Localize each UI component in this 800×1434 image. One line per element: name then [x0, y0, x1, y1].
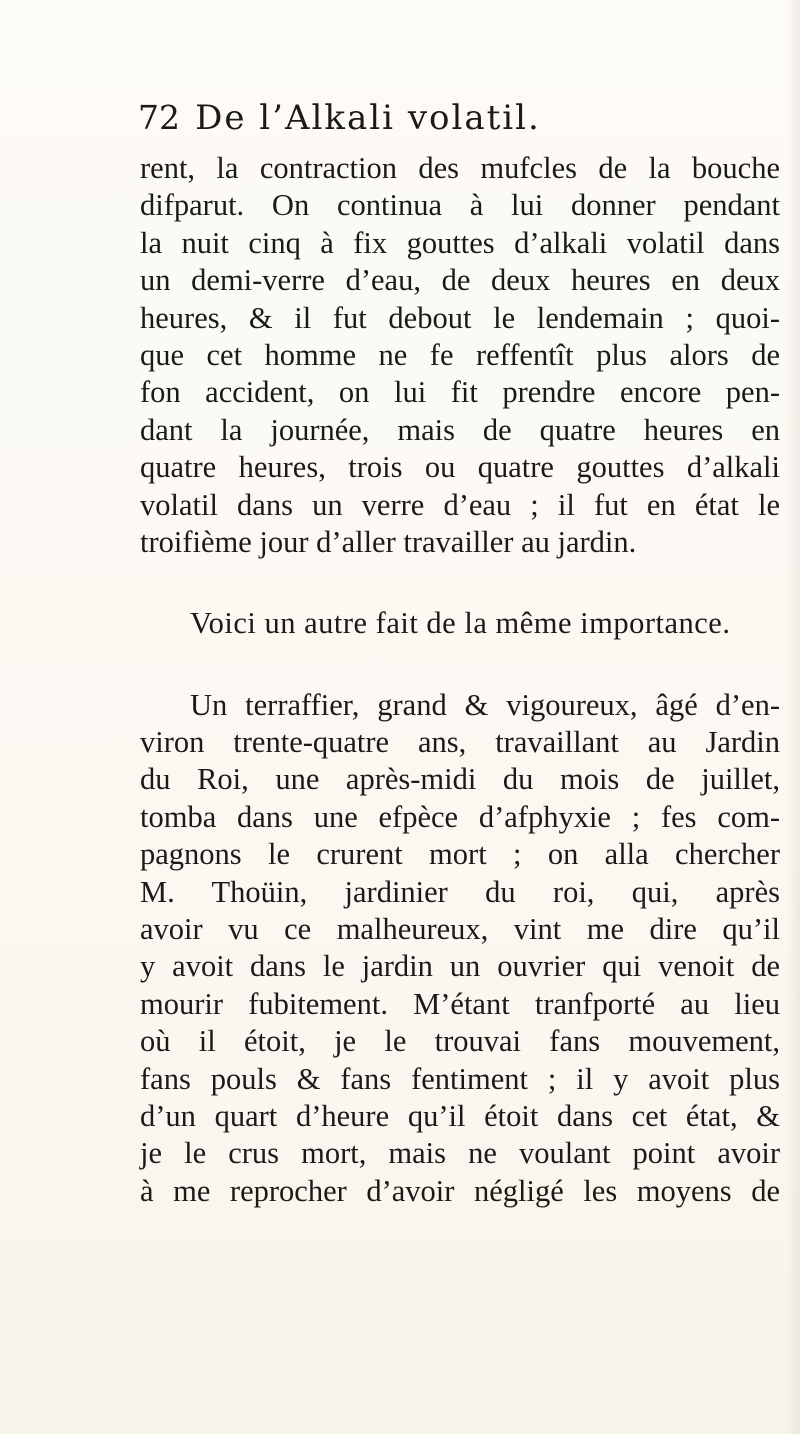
- page-number: 72: [138, 98, 180, 137]
- text-line: Un terraffier, grand & vigoureux, âgé d’en-: [190, 687, 780, 722]
- text-line: un demi-verre d’eau, de deux heures en deux: [140, 263, 780, 298]
- text-line: heures, & il fut debout le lendemain ; quoi-: [140, 300, 780, 335]
- text-line: dant la journée, mais de quatre heures en: [140, 412, 780, 447]
- running-title: De l’Alkali volatil.: [195, 98, 541, 138]
- body-text: [140, 150, 780, 1210]
- text-line: Voici un autre fait de la même importance.: [190, 606, 731, 641]
- text-line: y avoit dans le jardin un ouvrier qui venoit de: [140, 949, 780, 984]
- text-line: viron trente-quatre ans, travaillant au Jardin: [140, 725, 780, 760]
- text-line: tomba dans une efpèce d’afphyxie ; fes com-: [140, 799, 780, 834]
- paragraph-spacer: [140, 643, 780, 687]
- paragraph-3: [140, 687, 780, 1210]
- text-line: rent, la contraction des mufcles de la bouche: [140, 151, 780, 185]
- text-line: avoir vu ce malheureux, vint me dire qu’il: [140, 912, 780, 947]
- text-line: d’un quart d’heure qu’il étoit dans cet état, &: [140, 1098, 780, 1133]
- text-line: la nuit cinq à fix gouttes d’alkali volatil dans: [140, 225, 780, 260]
- text-line: je le crus mort, mais ne voulant point avoir: [140, 1136, 780, 1171]
- text-line: à me reprocher d’avoir négligé les moyens de: [140, 1173, 780, 1208]
- paragraph-2: [140, 605, 780, 642]
- text-line: où il étoit, je le trouvai fans mouvement,: [140, 1024, 780, 1059]
- text-line: fans pouls & fans fentiment ; il y avoit plus: [140, 1061, 780, 1096]
- paragraph-spacer: [140, 561, 780, 605]
- text-line: difparut. On continua à lui donner pendant: [140, 188, 780, 223]
- text-line: volatil dans un verre d’eau ; il fut en état le: [140, 487, 780, 522]
- text-line: pagnons le crurent mort ; on alla chercher: [140, 837, 780, 872]
- paragraph-1: [140, 150, 780, 561]
- text-line: que cet homme ne fe reffentît plus alors de: [140, 337, 780, 372]
- text-line: troifième jour d’aller travailler au jardin.: [140, 524, 637, 559]
- text-line: quatre heures, trois ou quatre gouttes d’alkali: [140, 450, 780, 485]
- text-line: mourir fubitement. M’étant tranfporté au lieu: [140, 986, 780, 1021]
- text-line: du Roi, une après-midi du mois de juillet,: [140, 762, 780, 797]
- page-header: [138, 98, 778, 148]
- text-line: fon accident, on lui fit prendre encore pen-: [140, 375, 780, 410]
- text-line: M. Thoüin, jardinier du roi, qui, après: [140, 874, 780, 909]
- page-edge-shadow: [786, 0, 800, 1434]
